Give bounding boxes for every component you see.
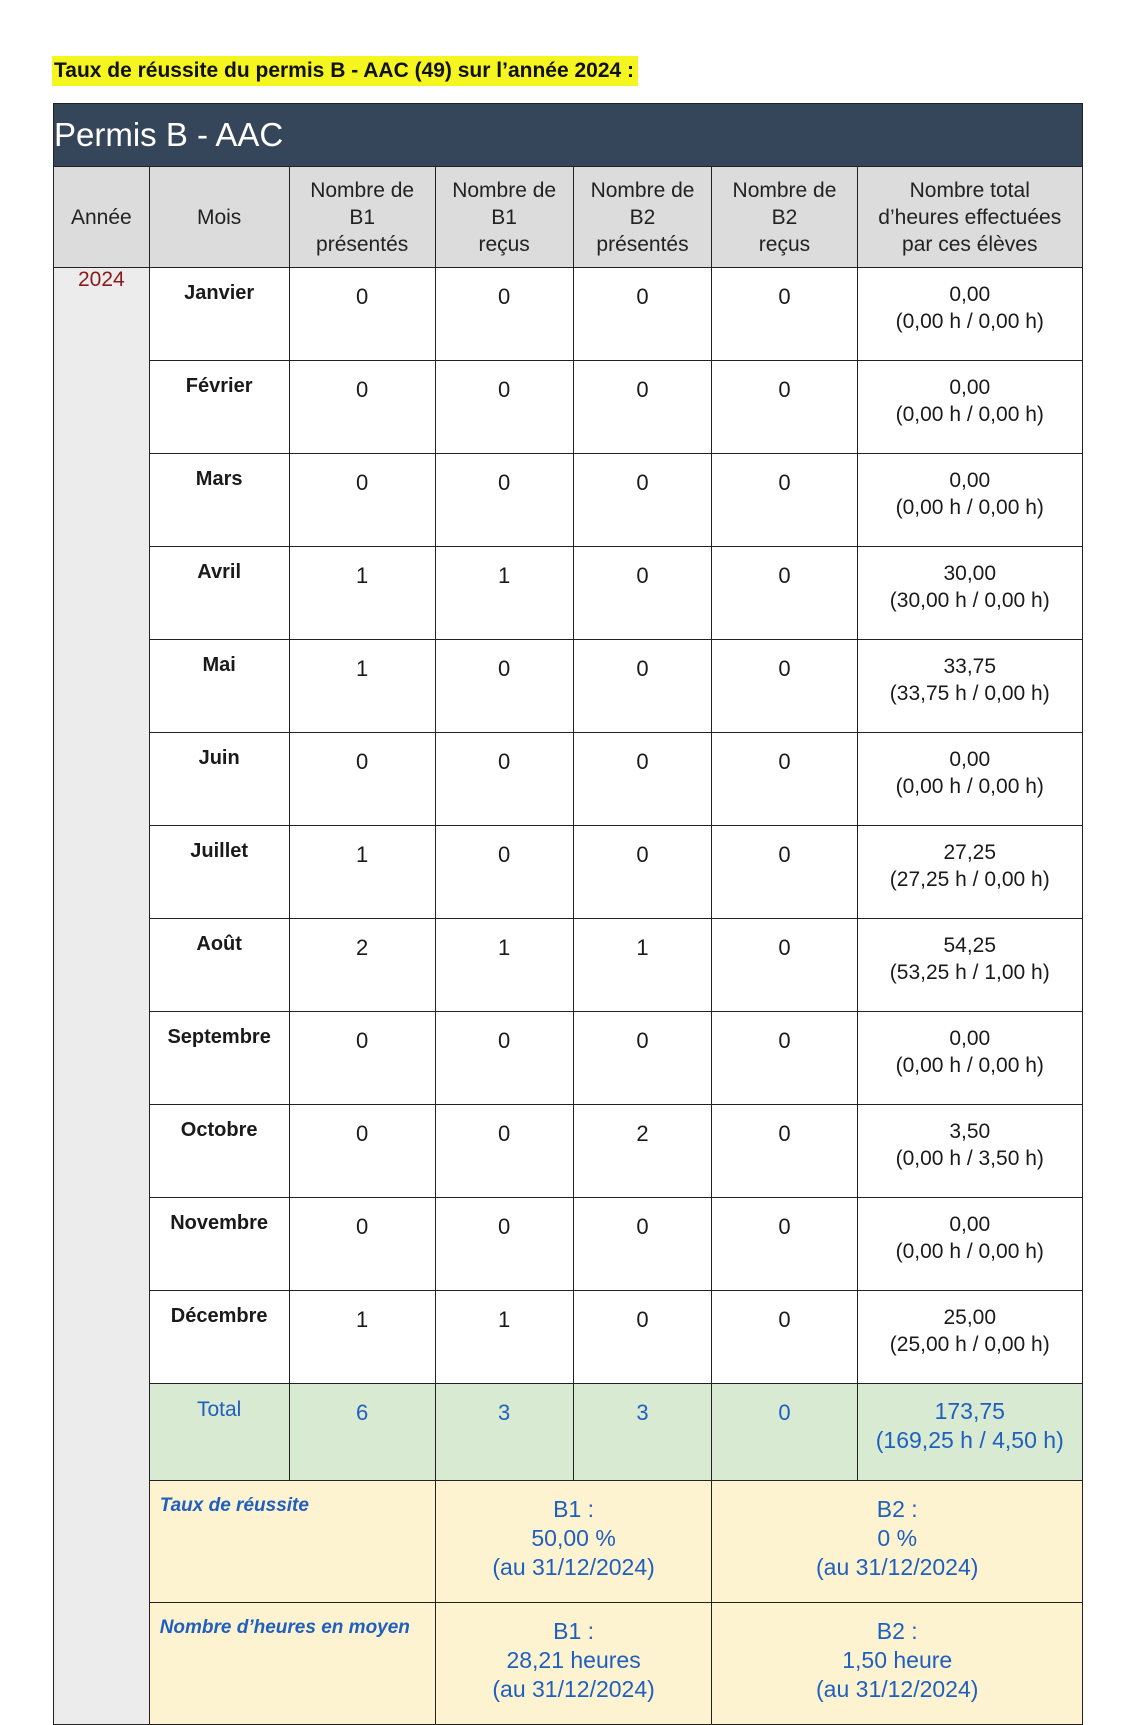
header-b1-recus xyxy=(435,167,573,268)
cell-hours xyxy=(857,1198,1082,1291)
taux-reussite-b1-line: B1 : xyxy=(553,1496,595,1522)
heures-moyen-b2-line: (au 31/12/2024) xyxy=(816,1676,979,1702)
cell-hours xyxy=(857,1291,1082,1384)
heures-moyen-row xyxy=(54,1603,1083,1725)
cell-b2p: 0 xyxy=(573,826,712,919)
heures-moyen-b1-line: (au 31/12/2024) xyxy=(492,1676,655,1702)
cell-b2p: 2 xyxy=(573,1105,712,1198)
cell-b1r: 0 xyxy=(435,268,573,361)
hours-total: 30,00 xyxy=(943,562,997,585)
month-row xyxy=(54,919,1083,1012)
cell-hours xyxy=(857,640,1082,733)
cell-b1p: 1 xyxy=(289,826,435,919)
month-name: Janvier xyxy=(149,268,289,361)
hours-total: 0,00 xyxy=(949,469,991,492)
taux-reussite-label: Taux de réussite xyxy=(149,1481,435,1603)
cell-b1p: 0 xyxy=(289,454,435,547)
hours-total: 33,75 xyxy=(943,655,997,678)
cell-b2r: 0 xyxy=(712,454,857,547)
cell-hours xyxy=(857,547,1082,640)
cell-b1p: 1 xyxy=(289,547,435,640)
cell-b2p: 0 xyxy=(573,454,712,547)
cell-b1r: 1 xyxy=(435,1291,573,1384)
month-row xyxy=(54,1012,1083,1105)
page-title: Taux de réussite du permis B - AAC (49) sur l’année 2024 : xyxy=(52,56,638,86)
taux-reussite-b2-line: (au 31/12/2024) xyxy=(816,1554,979,1580)
hours-detail: (27,25 h / 0,00 h) xyxy=(889,868,1050,891)
hours-total: 0,00 xyxy=(949,283,991,306)
heures-moyen-b2-line: B2 : xyxy=(876,1618,918,1644)
cell-b2r: 0 xyxy=(712,1291,857,1384)
header-annee: Année xyxy=(54,167,150,268)
total-b1p: 6 xyxy=(289,1384,435,1481)
heures-moyen-b2-line: 1,50 heure xyxy=(842,1647,953,1673)
cell-b1p: 0 xyxy=(289,1012,435,1105)
month-name: Février xyxy=(149,361,289,454)
results-table xyxy=(53,103,1083,1725)
cell-hours xyxy=(857,919,1082,1012)
cell-b2p: 0 xyxy=(573,1012,712,1105)
table-banner: Permis B - AAC xyxy=(54,104,1083,167)
cell-hours xyxy=(857,733,1082,826)
taux-reussite-b2-line: 0 % xyxy=(877,1525,918,1551)
hours-detail: (0,00 h / 0,00 h) xyxy=(895,775,1044,798)
cell-b2p: 0 xyxy=(573,733,712,826)
cell-hours xyxy=(857,454,1082,547)
month-name: Novembre xyxy=(149,1198,289,1291)
cell-b2p: 1 xyxy=(573,919,712,1012)
hours-detail: (33,75 h / 0,00 h) xyxy=(889,682,1050,705)
cell-b1p: 0 xyxy=(289,268,435,361)
header-line: par ces élèves xyxy=(902,232,1038,256)
cell-b2r: 0 xyxy=(712,1198,857,1291)
month-name: Août xyxy=(149,919,289,1012)
hours-total: 54,25 xyxy=(943,934,997,957)
header-line: d’heures effectuées xyxy=(878,205,1062,229)
cell-b1p: 0 xyxy=(289,1105,435,1198)
month-row xyxy=(54,733,1083,826)
cell-b2r: 0 xyxy=(712,1012,857,1105)
cell-b2r: 0 xyxy=(712,361,857,454)
heures-moyen-b1-line: 28,21 heures xyxy=(506,1647,641,1673)
cell-b2r: 0 xyxy=(712,733,857,826)
cell-hours xyxy=(857,268,1082,361)
month-row xyxy=(54,361,1083,454)
year-cell: 2024 xyxy=(54,268,150,1725)
header-mois: Mois xyxy=(149,167,289,268)
header-heures xyxy=(857,167,1082,268)
total-hours xyxy=(857,1384,1082,1481)
header-line: présentés xyxy=(316,232,409,256)
cell-b1r: 0 xyxy=(435,826,573,919)
header-line: Nombre de xyxy=(310,178,415,202)
hours-total: 0,00 xyxy=(949,1213,991,1236)
cell-b2r: 0 xyxy=(712,1105,857,1198)
cell-b1p: 0 xyxy=(289,361,435,454)
cell-b1p: 1 xyxy=(289,640,435,733)
header-line: Nombre de xyxy=(452,178,557,202)
hours-detail: (0,00 h / 0,00 h) xyxy=(895,496,1044,519)
cell-b1r: 0 xyxy=(435,361,573,454)
month-row xyxy=(54,547,1083,640)
heures-moyen-b2 xyxy=(712,1603,1083,1725)
cell-b2r: 0 xyxy=(712,547,857,640)
cell-b1p: 2 xyxy=(289,919,435,1012)
hours-detail: (53,25 h / 1,00 h) xyxy=(889,961,1050,984)
cell-b1p: 1 xyxy=(289,1291,435,1384)
month-row xyxy=(54,1291,1083,1384)
total-row xyxy=(54,1384,1083,1481)
header-line: B1 xyxy=(349,205,375,229)
column-header-row xyxy=(54,167,1083,268)
cell-b2p: 0 xyxy=(573,1291,712,1384)
header-b1-presentes xyxy=(289,167,435,268)
hours-detail: (25,00 h / 0,00 h) xyxy=(889,1333,1050,1356)
header-line: Nombre de xyxy=(732,178,837,202)
cell-hours xyxy=(857,361,1082,454)
total-label: Total xyxy=(149,1384,289,1481)
cell-b2r: 0 xyxy=(712,919,857,1012)
cell-b1r: 1 xyxy=(435,919,573,1012)
cell-b1r: 0 xyxy=(435,1198,573,1291)
taux-reussite-b1-line: 50,00 % xyxy=(531,1525,616,1551)
hours-detail: (0,00 h / 0,00 h) xyxy=(895,1054,1044,1077)
header-line: reçus xyxy=(758,232,811,256)
heures-moyen-b1 xyxy=(435,1603,712,1725)
total-hours-value: 173,75 xyxy=(934,1398,1005,1424)
cell-b2p: 0 xyxy=(573,361,712,454)
cell-b1r: 1 xyxy=(435,547,573,640)
month-row xyxy=(54,1198,1083,1291)
header-line: Nombre total xyxy=(909,178,1030,202)
cell-hours xyxy=(857,1012,1082,1105)
taux-reussite-b2-line: B2 : xyxy=(876,1496,918,1522)
cell-b1p: 0 xyxy=(289,1198,435,1291)
month-row xyxy=(54,826,1083,919)
heures-moyen-b1-line: B1 : xyxy=(553,1618,595,1644)
table-banner-row xyxy=(54,104,1083,167)
header-line: présentés xyxy=(596,232,689,256)
cell-b2p: 0 xyxy=(573,1198,712,1291)
hours-detail: (0,00 h / 0,00 h) xyxy=(895,403,1044,426)
total-b2p: 3 xyxy=(573,1384,712,1481)
hours-total: 3,50 xyxy=(949,1120,991,1143)
hours-detail: (0,00 h / 0,00 h) xyxy=(895,310,1044,333)
taux-reussite-row xyxy=(54,1481,1083,1603)
cell-b2p: 0 xyxy=(573,547,712,640)
month-name: Décembre xyxy=(149,1291,289,1384)
month-row xyxy=(54,454,1083,547)
hours-total: 0,00 xyxy=(949,1027,991,1050)
cell-b2p: 0 xyxy=(573,268,712,361)
month-row xyxy=(54,640,1083,733)
month-name: Mai xyxy=(149,640,289,733)
hours-total: 25,00 xyxy=(943,1306,997,1329)
hours-total: 0,00 xyxy=(949,748,991,771)
month-name: Mars xyxy=(149,454,289,547)
total-b2r: 0 xyxy=(712,1384,857,1481)
hours-total: 0,00 xyxy=(949,376,991,399)
taux-reussite-b1 xyxy=(435,1481,712,1603)
cell-b2r: 0 xyxy=(712,826,857,919)
cell-b1p: 0 xyxy=(289,733,435,826)
cell-b2r: 0 xyxy=(712,268,857,361)
header-line: B2 xyxy=(771,205,798,229)
hours-total: 27,25 xyxy=(943,841,997,864)
total-hours-detail: (169,25 h / 4,50 h) xyxy=(875,1427,1064,1453)
cell-b1r: 0 xyxy=(435,1105,573,1198)
hours-detail: (0,00 h / 3,50 h) xyxy=(895,1147,1044,1170)
cell-b1r: 0 xyxy=(435,640,573,733)
header-line: B1 xyxy=(491,205,517,229)
taux-reussite-b1-line: (au 31/12/2024) xyxy=(492,1554,655,1580)
total-b1r: 3 xyxy=(435,1384,573,1481)
cell-b2p: 0 xyxy=(573,640,712,733)
month-name: Juin xyxy=(149,733,289,826)
header-line: B2 xyxy=(629,205,656,229)
header-line: Nombre de xyxy=(590,178,695,202)
cell-b1r: 0 xyxy=(435,454,573,547)
month-name: Octobre xyxy=(149,1105,289,1198)
header-line: reçus xyxy=(478,232,530,256)
month-name: Septembre xyxy=(149,1012,289,1105)
month-row xyxy=(54,268,1083,361)
heures-moyen-label: Nombre d’heures en moyen xyxy=(149,1603,435,1725)
hours-detail: (30,00 h / 0,00 h) xyxy=(889,589,1050,612)
cell-b2r: 0 xyxy=(712,640,857,733)
cell-hours xyxy=(857,1105,1082,1198)
header-b2-recus xyxy=(712,167,857,268)
header-b2-presentes xyxy=(573,167,712,268)
month-name: Avril xyxy=(149,547,289,640)
taux-reussite-b2 xyxy=(712,1481,1083,1603)
hours-detail: (0,00 h / 0,00 h) xyxy=(895,1240,1044,1263)
month-name: Juillet xyxy=(149,826,289,919)
cell-hours xyxy=(857,826,1082,919)
cell-b1r: 0 xyxy=(435,733,573,826)
month-row xyxy=(54,1105,1083,1198)
cell-b1r: 0 xyxy=(435,1012,573,1105)
